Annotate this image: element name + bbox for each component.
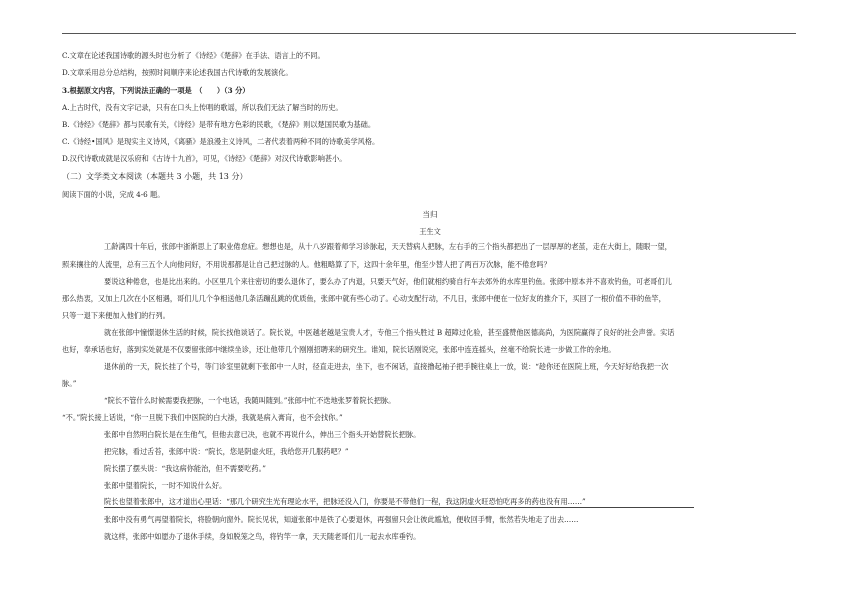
- paragraph-10: 张郎中望着院长，一时不知说什么好。: [104, 481, 227, 490]
- section-heading: （二）文学类文本阅读（本题共 3 小题，共 13 分）: [62, 172, 248, 181]
- paragraph-8: 把完脉，看过舌苔，张郎中说：“院长，您是阴虚火旺，我给您开几服药吧？”: [104, 447, 349, 456]
- paragraph-2-line-1: 要说这种倦怠，也是比出来的。小区里几个来往密切的要么退休了，要么办了内退，只要天气好，他们就相约骑自行车去郊外的水库里钓鱼。张郎中原本并不喜欢钓鱼，可老哥们儿: [104, 277, 672, 286]
- story-title: 当归: [422, 210, 438, 219]
- paragraph-3-line-1: 就在张郎中憧憬退休生活的时候，院长找他谈话了。院长说，中医越老越是宝贵人才，专他三个指头胜过 B 超障过化验，甚至盛赞他医德高尚，为医院赢得了良好的社会声誉。实话: [104, 328, 675, 337]
- option-c-q2: C.文章在论述我国诗歌的源头时也分析了《诗经》《楚辞》在手法、语言上的不同。: [62, 51, 325, 60]
- option-d-q3: D.汉代诗歌成就是汉乐府和《古诗十九首》，可见，《诗经》《楚辞》对汉代诗歌影响甚小。: [62, 154, 347, 163]
- header-rule: [62, 33, 796, 34]
- paragraph-7: 张郎中自然明白院长是在生他气，但他去意已决，也就不再说什么，伸出三个指头开始替院长把脉。: [104, 430, 421, 439]
- option-d-q2: D.文章采用总分总结构，按照时间顺序来论述我国古代诗歌的发展演化。: [62, 68, 293, 77]
- paragraph-4-line-1: 退休前的一天，院长挂了个号，等门诊室里就剩下张郎中一人时，径直走进去，坐下，也不闲话，直接撸起袖子把手腕往桌上一放，说：“趁你还在医院上班，今天好好给我把一次: [104, 362, 669, 371]
- paragraph-3-line-2: 也好，奉承话也好，落到实处就是不仅要留张郎中继续坐诊，还让他带几个刚刚招聘来的研究生。谁知，院长话刚说完，张郎中连连摇头，丝毫不给院长进一步做工作的余地。: [62, 345, 616, 354]
- option-c-q3: C.《诗经•国风》是现实主义诗风，《离骚》是浪漫主义诗风，二者代表着两种不同的诗歌美学风格。: [62, 137, 380, 146]
- paragraph-1-line-2: 照来攘往的人流里，总有三五个人向他问好，不用说那都是让自己把过脉的人。他粗略算了下，这四十余年里，他至少替人把了两百万次脉，能不倦怠吗？: [62, 260, 551, 269]
- paragraph-1-line-1: 工龄满四十年后，张郎中浙渐思上了职业倦怠症。想想也是，从十八岁跟着师学习诊脉起，天天替病人把脉，左右手的三个指头都把出了一层厚厚的老茧，走在大街上，随眼一望，: [104, 242, 672, 251]
- paragraph-2-line-3: 只等一退下来便加入他们的行列。: [62, 311, 170, 320]
- paragraph-6: “不。”院长接上话说，“你一旦脱下我们中医院的白大褂，我就是病入膏肓，也不会找你。”: [62, 413, 343, 422]
- reading-instruction: 阅读下面的小说，完成 4-6 题。: [62, 190, 165, 199]
- story-author: 王生文: [419, 227, 441, 236]
- option-a-q3: A.上古时代，没有文字记录，只有在口头上传唱的歌谣，所以我们无法了解当时的历史。: [62, 103, 343, 112]
- paragraph-9: 院长摆了摆头说：“我这病你能治，但不需要吃药。”: [104, 464, 266, 473]
- underline-mark: [104, 507, 694, 508]
- question-3-stem: 3.根据原文内容，下列说法正确的一项是 （ ）（3 分）: [62, 86, 250, 95]
- option-b-q3: B.《诗经》《楚辞》都与民歌有关，《诗经》是带有地方色彩的民歌，《楚辞》则以楚国民歌为基础。: [62, 120, 376, 129]
- paragraph-11-underlined: 院长也望着张郎中，这才道出心里话：“那几个研究生光有理论水平，把脉还没入门，你要是不带他们一程，我这阴虚火旺恐怕吃再多的药也没有用……”: [104, 497, 586, 506]
- paragraph-13: 就这样，张郎中如愿办了退休手续，身如脱笼之鸟，将钓竿一拿，天天随老哥们儿一起去水库垂钓。: [104, 532, 421, 541]
- paragraph-12: 张郎中没有勇气再望着院长，将脸朝向窗外。院长见状，知道张郎中是铁了心要退休，再强留只会让彼此尴尬，便收回手臂，怅然若失地走了出去……: [104, 515, 579, 524]
- paragraph-4-line-2: 脉。”: [62, 379, 77, 388]
- paragraph-5: “院长不管什么时候需要我把脉，一个电话，我随叫随到。”张郎中忙不迭地张罗着院长把脉。: [104, 396, 396, 405]
- paragraph-2-line-2: 那么热衷，又加上几次在小区相遇，哥们儿几个争相送他几条活蹦乱跳的优质鱼，张郎中就有些心动了。心动支配行动，不几日，张郎中便在一位好友的推介下，买回了一根价值不菲的鱼竿，: [62, 294, 666, 303]
